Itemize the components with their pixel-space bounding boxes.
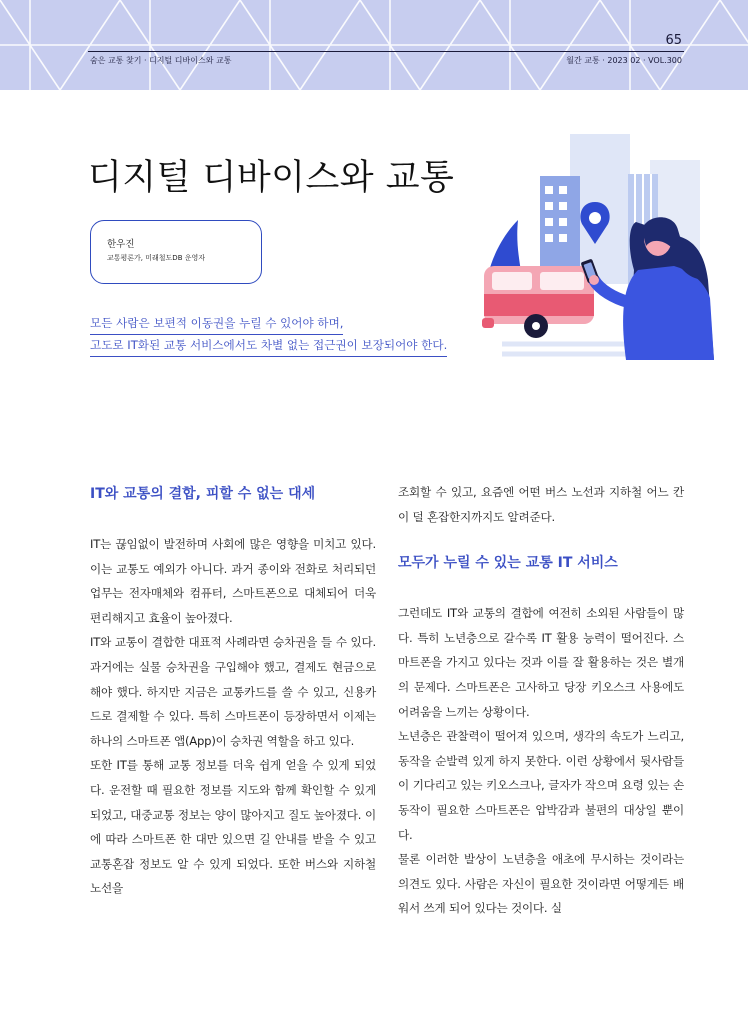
body-paragraph: 그런데도 IT와 교통의 결합에 여전히 소외된 사람들이 많다. 특히 노년층으로 갈수록 IT 활용 능력이 떨어진다. 스마트폰을 가지고 있다는 것과 이를 잘 활용하는 것은 별개의 문제다. 스마트폰은 고사하고 당장 키오스크 사용에도 어려움을 느끼는 상황이다. bbox=[398, 606, 684, 719]
lead-line: 고도로 IT화된 교통 서비스에서도 차별 없는 접근권이 보장되어야 한다. bbox=[90, 335, 447, 357]
running-header-left: 숨은 교통 찾기 · 디지털 디바이스와 교통 bbox=[90, 56, 232, 65]
body-column-right bbox=[398, 480, 684, 921]
author-name: 한우진 bbox=[107, 239, 135, 250]
author-box bbox=[90, 220, 262, 284]
running-header-right: 월간 교통 · 2023 02 · VOL.300 bbox=[566, 56, 682, 65]
body-paragraph: 노년층은 관찰력이 떨어져 있으며, 생각의 속도가 느리고, 동작을 순발력 있게 하지 못한다. 이런 상황에서 뒷사람들이 기다리고 있는 키오스크나, 글자가 작으며 요령 있는 손동작이 필요한 스마트폰은 압박감과 불편의 대상일 뿐이다. bbox=[398, 729, 684, 842]
body-paragraph: IT와 교통이 결합한 대표적 사례라면 승차권을 들 수 있다. 과거에는 실물 승차권을 구입해야 했고, 결제도 현금으로 해야 했다. 하지만 지금은 교통카드를 쓸 수 있고, 신용카드로 결제할 수 있다. 특히 스마트폰이 등장하면서 이제는 하나의 스마트폰 앱(App)이 승차권 역할을 하고 있다. bbox=[90, 635, 376, 748]
body-paragraph: 물론 이러한 발상이 노년층을 애초에 무시하는 것이라는 의견도 있다. 사람은 자신이 필요한 것이라면 어떻게든 배워서 쓰게 되어 있다는 것이다. 실 bbox=[398, 852, 684, 916]
author-role: 교통평론가, 미래철도DB 운영자 bbox=[107, 254, 206, 262]
lead-summary bbox=[90, 313, 470, 357]
lead-line: 모든 사람은 보편적 이동권을 누릴 수 있어야 하며, bbox=[90, 313, 343, 335]
crosswalk bbox=[502, 344, 628, 354]
article-title: 디지털 디바이스와 교통 bbox=[88, 158, 455, 198]
body-paragraph: IT는 끊임없이 발전하며 사회에 많은 영향을 미치고 있다. 이는 교통도 예외가 아니다. 과거 종이와 전화로 처리되던 업무는 전자매체와 컴퓨터, 스마트폰으로 대체되어 더욱 편리해지고 효율이 높아졌다. bbox=[90, 537, 376, 625]
header-pattern bbox=[0, 0, 748, 90]
page-number: 65 bbox=[665, 33, 682, 48]
section-heading: IT와 교통의 결합, 피할 수 없는 대세 bbox=[90, 486, 316, 502]
illustration-woman-smartphone bbox=[478, 130, 714, 360]
header-band bbox=[0, 0, 748, 90]
body-paragraph: 또한 IT를 통해 교통 정보를 더욱 쉽게 얻을 수 있게 되었다. 운전할 때 필요한 정보를 지도와 함께 확인할 수 있게 되었고, 대중교통 정보는 양이 많아지고 질도 높아졌다. 이에 따라 스마트폰 한 대만 있으면 길 안내를 받을 수 있고 교통혼잡 정보도 알 수 있게 되었다. 또한 버스와 지하철 노선을 bbox=[90, 758, 376, 896]
bus-shape bbox=[482, 266, 594, 338]
header-rule bbox=[88, 51, 684, 52]
body-paragraph: 조회할 수 있고, 요즘엔 어떤 버스 노선과 지하철 어느 칸이 덜 혼잡한지까지도 알려준다. bbox=[398, 485, 684, 524]
section-heading: 모두가 누릴 수 있는 교통 IT 서비스 bbox=[398, 555, 618, 572]
body-column-left bbox=[90, 480, 376, 901]
